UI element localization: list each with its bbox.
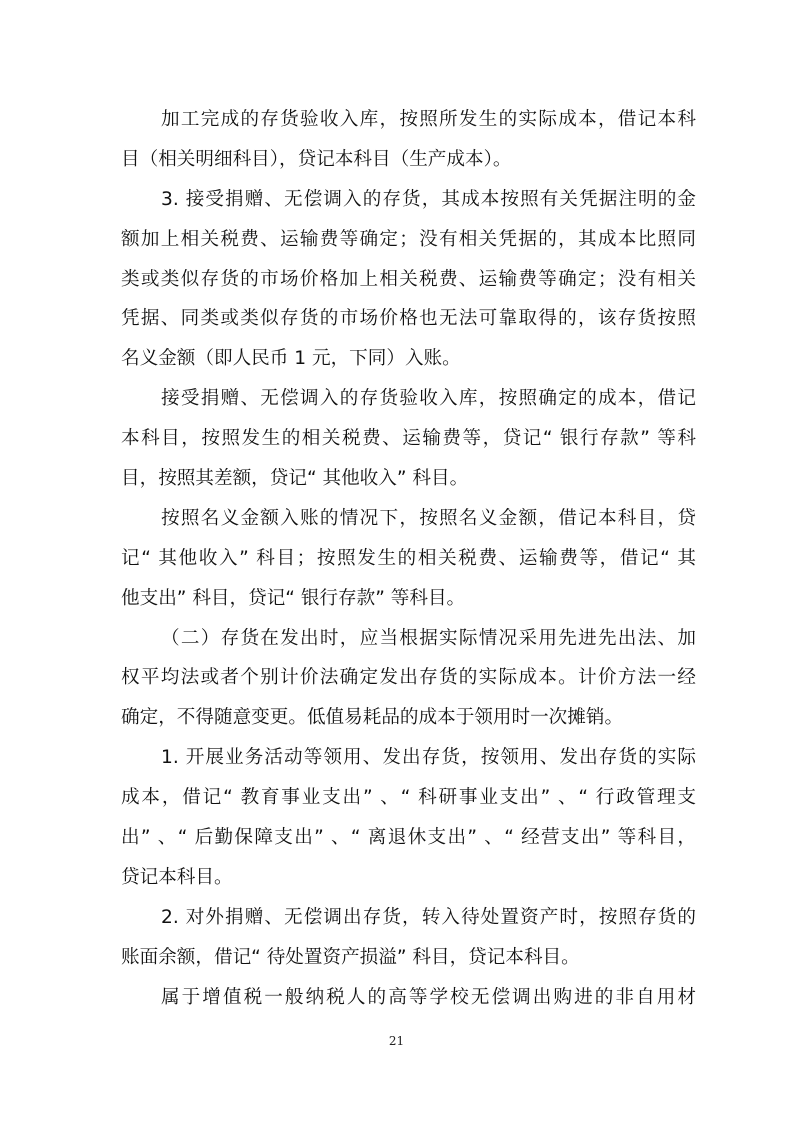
text-line: 类或类似存货的市场价格加上相关税费、运输费等确定；没有相关 — [121, 268, 696, 290]
text-line: 1. 开展业务活动等领用、发出存货，按领用、发出存货的实际 — [161, 747, 696, 769]
text-line: 他支出” 科目，贷记“ 银行存款” 等科目。 — [121, 587, 466, 609]
text-line: 出” 、“ 后勤保障支出” 、“ 离退休支出” 、“ 经营支出” 等科目， — [121, 827, 696, 849]
text-line: 本科目，按照发生的相关税费、运输费等，贷记“ 银行存款” 等科 — [121, 428, 696, 450]
text-line: 按照名义金额入账的情况下，按照名义金额，借记本科目，贷 — [161, 507, 696, 529]
text-line: 属于增值税一般纳税人的高等学校无偿调出购进的非自用材 — [161, 986, 696, 1008]
text-line: 成本，借记“ 教育事业支出” 、“ 科研事业支出” 、“ 行政管理支 — [121, 787, 696, 809]
page-number: 21 — [388, 1034, 405, 1048]
text-line: 名义金额（即人民币 1 元，下同）入账。 — [121, 348, 461, 370]
text-line: 账面余额，借记“ 待处置资产损溢” 科目，贷记本科目。 — [121, 946, 580, 968]
text-line: 确定，不得随意变更。低值易耗品的成本于领用时一次摊销。 — [121, 707, 624, 729]
text-line: 额加上相关税费、运输费等确定；没有相关凭据的，其成本比照同 — [121, 228, 696, 250]
text-line: 权平均法或者个别计价法确定发出存货的实际成本。计价方法一经 — [121, 667, 696, 689]
text-line: 贷记本科目。 — [121, 866, 233, 888]
text-line: 加工完成的存货验收入库，按照所发生的实际成本，借记本科 — [161, 109, 696, 130]
text-line: 记“ 其他收入” 科目；按照发生的相关税费、运输费等，借记“ 其 — [121, 547, 696, 569]
text-line: 目，按照其差额，贷记“ 其他收入” 科目。 — [121, 468, 469, 490]
text-line: 凭据、同类或类似存货的市场价格也无法可靠取得的，该存货按照 — [121, 308, 696, 330]
text-line: 接受捐赠、无偿调入的存货验收入库，按照确定的成本，借记 — [161, 388, 696, 410]
text-line: 目（相关明细科目），贷记本科目（生产成本）。 — [121, 148, 512, 170]
text-line: （二）存货在发出时，应当根据实际情况采用先进先出法、加 — [161, 627, 696, 649]
body-text — [121, 100, 696, 1017]
text-line: 3. 接受捐赠、无偿调入的存货，其成本按照有关凭据注明的金 — [161, 188, 696, 210]
text-line: 2. 对外捐赠、无偿调出存货，转入待处置资产时，按照存货的 — [161, 906, 696, 928]
